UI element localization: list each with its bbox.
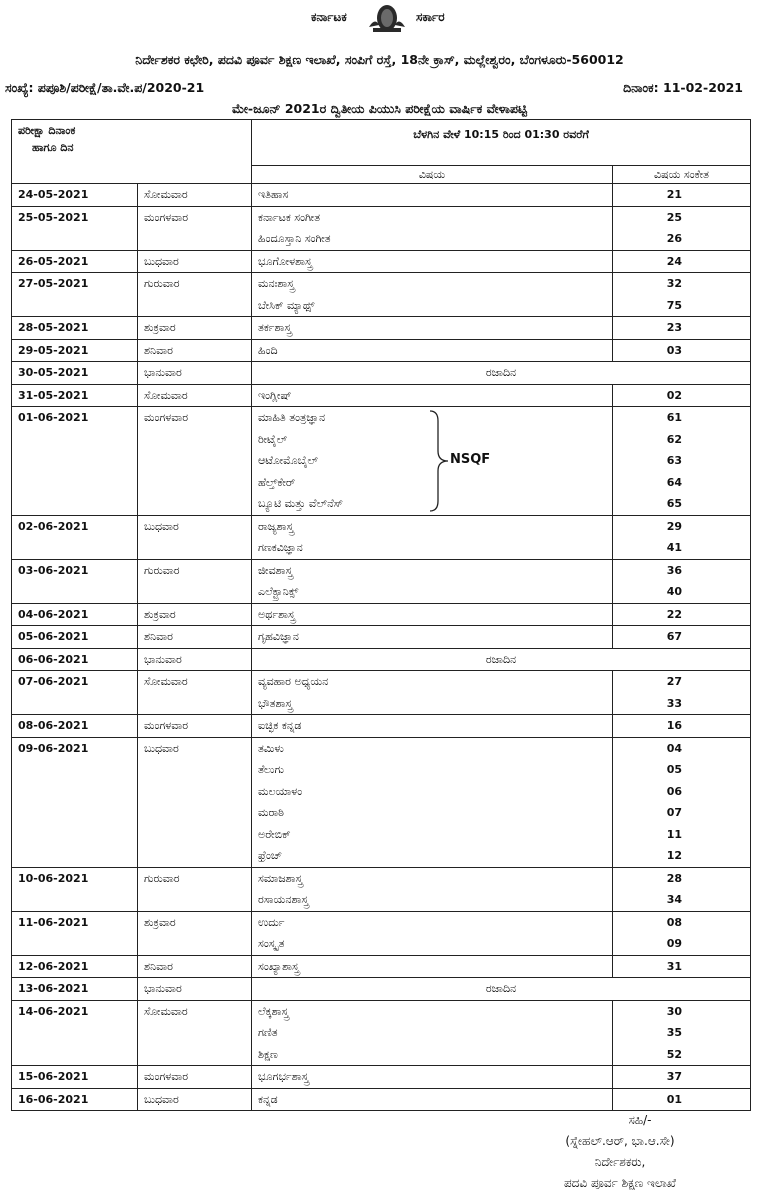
subject-code-cell <box>613 603 751 626</box>
exam-day <box>138 339 252 362</box>
gov-label-left: ಕರ್ನಾಟಕ <box>311 10 347 24</box>
timetable-row <box>12 515 751 559</box>
exam-date <box>12 250 138 273</box>
exam-date <box>12 206 138 250</box>
subject-name: ಇಂಗ್ಲೀಷ್ <box>258 388 292 402</box>
subject-cell <box>252 1000 613 1066</box>
subject-code: 06 <box>666 784 683 798</box>
subject-code: 02 <box>666 388 683 402</box>
timetable-row <box>12 273 751 317</box>
exam-date <box>12 715 138 738</box>
exam-date <box>12 1000 138 1066</box>
exam-day-text: ಶುಕ್ರವಾರ <box>144 321 176 334</box>
exam-date-text: 03-06-2021 <box>18 563 89 577</box>
signed-mark: ಸಹಿ/- <box>628 1113 652 1127</box>
subject-code: 09 <box>666 937 683 950</box>
timetable-row <box>12 1066 751 1089</box>
subject-code-cell <box>613 384 751 407</box>
subject-name: ತಮಿಳು <box>258 741 284 755</box>
exam-day-text: ಗುರುವಾರ <box>144 277 180 290</box>
subject-code: 40 <box>666 585 683 598</box>
signatory-department: ಪದವಿ ಪೂರ್ವ ಶಿಕ್ಷಣ ಇಲಾಖೆ <box>563 1176 677 1190</box>
exam-date-text: 10-06-2021 <box>18 871 89 885</box>
timetable-row <box>12 407 751 516</box>
subject-code: 36 <box>666 563 683 577</box>
subject-code: 11 <box>666 827 683 841</box>
holiday-label: ರಜಾದಿನ <box>252 648 751 671</box>
exam-day <box>138 671 252 715</box>
subject-name: ಬೇಸಿಕ್ ಮ್ಯಾಥ್ಸ್ <box>258 298 315 312</box>
subject-name: ಫ್ರೆಂಚ್ <box>258 849 282 862</box>
exam-date-text: 13-06-2021 <box>18 982 89 995</box>
subject-code: 67 <box>666 630 683 643</box>
exam-date <box>12 184 138 207</box>
subject-name: ಸಂಖ್ಯಾಶಾಸ್ತ್ರ <box>258 959 300 973</box>
timetable-row <box>12 1000 751 1066</box>
subject-code: 03 <box>666 343 683 357</box>
exam-date <box>12 1088 138 1111</box>
subject-code: 27 <box>666 675 683 688</box>
exam-day <box>138 1066 252 1089</box>
holiday-label: ರಜಾದಿನ <box>252 362 751 385</box>
exam-day-text: ಗುರುವಾರ <box>144 871 180 885</box>
subject-code: 26 <box>666 232 683 245</box>
exam-day-text: ಭಾನುವಾರ <box>144 982 182 995</box>
subject-cell <box>252 559 613 603</box>
subject-name: ಕನ್ನಡ <box>258 1092 278 1106</box>
table-header-row <box>12 120 751 166</box>
subject-name: ಮರಾಠಿ <box>258 806 284 819</box>
date-header-line1: ಪರೀಕ್ಷಾ ದಿನಾಂಕ <box>18 124 76 137</box>
exam-date <box>12 339 138 362</box>
exam-date <box>12 648 138 671</box>
subject-code: 62 <box>666 432 683 446</box>
subject-name: ವ್ಯವಹಾರ ಅಧ್ಯಯನ <box>258 675 329 688</box>
exam-day-text: ಶನಿವಾರ <box>144 343 173 357</box>
subject-code: 35 <box>666 1026 683 1039</box>
state-emblem-icon <box>367 3 407 33</box>
exam-day-text: ಸೋಮವಾರ <box>144 1004 188 1018</box>
exam-day-text: ಬುಧವಾರ <box>144 741 179 755</box>
subject-code: 21 <box>666 188 683 201</box>
subject-cell <box>252 384 613 407</box>
date-header-line2: ಹಾಗೂ ದಿನ <box>32 141 74 154</box>
exam-date <box>12 867 138 911</box>
subject-code: 07 <box>666 806 683 819</box>
exam-date-text: 06-06-2021 <box>18 652 89 666</box>
subject-cell <box>252 515 613 559</box>
subject-code-cell <box>613 911 751 955</box>
exam-date <box>12 515 138 559</box>
subject-code-cell <box>613 339 751 362</box>
subject-code-cell <box>613 184 751 207</box>
subject-name: ಮಲಯಾಳಂ <box>258 784 303 798</box>
exam-date <box>12 978 138 1001</box>
exam-day <box>138 911 252 955</box>
holiday-label: ರಜಾದಿನ <box>252 978 751 1001</box>
exam-date-text: 30-05-2021 <box>18 366 89 379</box>
subject-cell <box>252 715 613 738</box>
exam-date <box>12 384 138 407</box>
issue-date: ದಿನಾಂಕ: 11-02-2021 <box>623 80 743 95</box>
exam-date-text: 09-06-2021 <box>18 741 89 755</box>
exam-day <box>138 407 252 516</box>
exam-date-text: 15-06-2021 <box>18 1070 89 1083</box>
subject-code-cell <box>613 250 751 273</box>
subject-code: 05 <box>666 763 683 776</box>
exam-day <box>138 1088 252 1111</box>
subject-code-cell <box>613 1000 751 1066</box>
subject-cell <box>252 1088 613 1111</box>
subject-name: ಜೀವಶಾಸ್ತ್ರ <box>258 563 293 577</box>
exam-date-text: 04-06-2021 <box>18 607 89 621</box>
subject-code: 63 <box>666 454 683 467</box>
exam-day-text: ಬುಧವಾರ <box>144 519 179 533</box>
subject-code-cell <box>613 626 751 649</box>
subject-code: 75 <box>666 298 683 312</box>
exam-day <box>138 273 252 317</box>
subject-code: 34 <box>666 893 683 906</box>
exam-day-text: ಭಾನುವಾರ <box>144 652 182 666</box>
reference-number: ಸಂಖ್ಯೆ: ಪಪೂಶಿ/ಪರೀಕ್ಷೆ/ತಾ.ವೇ.ಪ/2020-21 <box>5 80 205 95</box>
subject-name: ತರ್ಕಶಾಸ್ತ್ರ <box>258 321 292 334</box>
exam-day-text: ಶನಿವಾರ <box>144 959 173 973</box>
subject-cell <box>252 603 613 626</box>
exam-day-text: ಭಾನುವಾರ <box>144 366 182 379</box>
exam-day-text: ಬುಧವಾರ <box>144 1092 179 1106</box>
timetable-row <box>12 339 751 362</box>
subject-code: 12 <box>666 849 683 862</box>
exam-day <box>138 626 252 649</box>
subject-name: ತೆಲುಗು <box>258 763 285 776</box>
subject-name: ಆಟೋಮೊಬೈಲ್ <box>258 454 319 467</box>
exam-day-text: ಸೋಮವಾರ <box>144 675 188 688</box>
exam-date-text: 25-05-2021 <box>18 210 89 224</box>
exam-date-text: 28-05-2021 <box>18 321 89 334</box>
subject-code-cell <box>613 955 751 978</box>
exam-day <box>138 737 252 867</box>
exam-day <box>138 515 252 559</box>
nsqf-group <box>428 409 518 513</box>
subject-cell <box>252 1066 613 1089</box>
subject-code: 04 <box>666 741 683 755</box>
brace-icon <box>428 409 450 513</box>
timetable-row <box>12 206 751 250</box>
exam-date <box>12 626 138 649</box>
exam-date-text: 14-06-2021 <box>18 1004 89 1018</box>
timetable-row <box>12 603 751 626</box>
subject-name: ರೀಟೈಲ್ <box>258 432 288 446</box>
exam-day <box>138 384 252 407</box>
timetable-row <box>12 1088 751 1111</box>
subject-cell <box>252 955 613 978</box>
subject-code: 61 <box>666 411 683 424</box>
timetable-row <box>12 737 751 867</box>
subject-name: ಕರ್ನಾಟಕ ಸಂಗೀತ <box>258 210 321 224</box>
subject-code-cell <box>613 206 751 250</box>
exam-day-text: ಸೋಮವಾರ <box>144 388 188 402</box>
subject-code: 41 <box>666 541 683 554</box>
exam-day <box>138 603 252 626</box>
timetable-row <box>12 911 751 955</box>
subject-code-cell <box>613 867 751 911</box>
subject-name: ಹಿಂದೂಸ್ತಾನಿ ಸಂಗೀತ <box>258 232 331 245</box>
timetable-row <box>12 384 751 407</box>
timetable-row <box>12 626 751 649</box>
subject-name: ಇತಿಹಾಸ <box>258 188 289 201</box>
subject-code: 30 <box>666 1004 683 1018</box>
subject-code-cell <box>613 407 751 516</box>
subject-code: 22 <box>666 607 683 621</box>
timetable-row <box>12 867 751 911</box>
subject-name: ಗೃಹವಿಜ್ಞಾನ <box>258 630 299 643</box>
subject-cell <box>252 317 613 340</box>
exam-date <box>12 955 138 978</box>
subject-name: ಮನಃಶಾಸ್ತ್ರ <box>258 277 295 290</box>
gov-label-right: ಸರ್ಕಾರ <box>416 10 445 24</box>
subject-name: ಭೌತಶಾಸ್ತ್ರ <box>258 696 293 710</box>
exam-date <box>12 317 138 340</box>
exam-day-text: ಮಂಗಳವಾರ <box>144 1070 189 1083</box>
subject-code: 65 <box>666 497 683 510</box>
subject-name: ಹಿಂದಿ <box>258 343 278 357</box>
exam-day <box>138 250 252 273</box>
exam-date-text: 31-05-2021 <box>18 388 89 402</box>
subject-name: ಬ್ಯೂಟಿ ಮತ್ತು ವೆಲ್‌ನೆಸ್ <box>258 497 344 510</box>
subject-code: 25 <box>666 210 683 224</box>
subject-code-cell <box>613 715 751 738</box>
exam-date-text: 02-06-2021 <box>18 519 89 533</box>
exam-day-text: ಮಂಗಳವಾರ <box>144 719 189 732</box>
subject-code-cell <box>613 1088 751 1111</box>
subject-cell <box>252 250 613 273</box>
exam-day <box>138 978 252 1001</box>
timetable-row <box>12 559 751 603</box>
subject-code-cell <box>613 273 751 317</box>
subject-name: ಹೆಲ್ತ್‌ಕೇರ್ <box>258 475 296 489</box>
timetable-row <box>12 317 751 340</box>
timetable-row <box>12 671 751 715</box>
subject-code: 24 <box>666 254 683 268</box>
exam-day-text: ಬುಧವಾರ <box>144 254 179 268</box>
exam-date-text: 07-06-2021 <box>18 675 89 688</box>
exam-day-text: ಶನಿವಾರ <box>144 630 173 643</box>
exam-day <box>138 206 252 250</box>
nsqf-label: NSQF <box>450 452 491 467</box>
subject-cell <box>252 737 613 867</box>
subject-name: ಶಿಕ್ಷಣ <box>258 1047 278 1061</box>
subject-name: ಭೂಗೋಳಶಾಸ್ತ್ರ <box>258 254 313 268</box>
exam-day <box>138 648 252 671</box>
subject-name: ಮಾಹಿತಿ ತಂತ್ರಜ್ಞಾನ <box>258 411 326 424</box>
exam-date <box>12 273 138 317</box>
subject-name: ಗಣಿತ <box>258 1026 278 1039</box>
subject-name: ಸಂಸ್ಕೃತ <box>258 937 285 950</box>
subject-name: ಎಲೆಕ್ಟ್ರಾನಿಕ್ಸ್ <box>258 585 299 598</box>
exam-timetable <box>11 119 751 1111</box>
exam-day <box>138 867 252 911</box>
subject-code-cell <box>613 1066 751 1089</box>
exam-day <box>138 317 252 340</box>
exam-date-text: 11-06-2021 <box>18 915 89 929</box>
exam-date <box>12 603 138 626</box>
timetable-row <box>12 978 751 1001</box>
exam-date-text: 01-06-2021 <box>18 411 89 424</box>
subject-name: ರಾಜ್ಯಶಾಸ್ತ್ರ <box>258 519 294 533</box>
code-header: ವಿಷಯ ಸಂಕೇತ <box>613 166 751 184</box>
subject-name: ಲೆಕ್ಕಶಾಸ್ತ್ರ <box>258 1004 289 1018</box>
exam-date-text: 26-05-2021 <box>18 254 89 268</box>
subject-cell <box>252 184 613 207</box>
exam-date <box>12 671 138 715</box>
exam-day-text: ಸೋಮವಾರ <box>144 188 188 201</box>
subject-name: ರಸಾಯನಶಾಸ್ತ್ರ <box>258 893 309 906</box>
exam-day-text: ಮಂಗಳವಾರ <box>144 411 189 424</box>
subject-header: ವಿಷಯ <box>252 166 613 184</box>
subject-code: 31 <box>666 959 683 973</box>
subject-cell <box>252 671 613 715</box>
subject-cell <box>252 867 613 911</box>
subject-name: ಐಚ್ಛಿಕ ಕನ್ನಡ <box>258 719 302 732</box>
exam-date-text: 12-06-2021 <box>18 959 89 973</box>
office-address: ನಿರ್ದೇಶಕರ ಕಛೇರಿ, ಪದವಿ ಪೂರ್ವ ಶಿಕ್ಷಣ ಇಲಾಖೆ, ಸಂಪಿಗೆ ರಸ್ತೆ, 18ನೇ ಕ್ರಾಸ್, ಮಲ್ಲೇಶ್ವರಂ, ಬೆಂಗಳೂರು-560012 <box>135 52 624 67</box>
exam-day <box>138 1000 252 1066</box>
exam-date <box>12 911 138 955</box>
exam-day <box>138 362 252 385</box>
timetable-row <box>12 715 751 738</box>
exam-day <box>138 184 252 207</box>
exam-day <box>138 715 252 738</box>
exam-day-text: ಗುರುವಾರ <box>144 563 180 577</box>
subject-code-cell <box>613 737 751 867</box>
subject-code-cell <box>613 671 751 715</box>
exam-date-text: 27-05-2021 <box>18 277 89 290</box>
subject-code-cell <box>613 559 751 603</box>
subject-code-cell <box>613 317 751 340</box>
date-day-header <box>12 120 252 184</box>
subject-cell <box>252 339 613 362</box>
exam-day <box>138 955 252 978</box>
timetable-row <box>12 955 751 978</box>
subject-code: 64 <box>666 475 683 489</box>
subject-code: 28 <box>666 871 683 885</box>
exam-day-text: ಶುಕ್ರವಾರ <box>144 915 176 929</box>
subject-code: 33 <box>666 696 683 710</box>
timetable-row <box>12 250 751 273</box>
subject-code: 37 <box>666 1070 683 1083</box>
subject-name: ಗಣಕವಿಜ್ಞಾನ <box>258 541 303 554</box>
subject-cell <box>252 273 613 317</box>
exam-day-text: ಮಂಗಳವಾರ <box>144 210 189 224</box>
subject-code-cell <box>613 515 751 559</box>
signatory-name: (ಸ್ನೇಹಲ್.ಆರ್, ಭಾ.ಆ.ಸೇ) <box>565 1134 675 1148</box>
exam-date-text: 08-06-2021 <box>18 719 89 732</box>
exam-date <box>12 1066 138 1089</box>
timetable-row <box>12 184 751 207</box>
subject-cell <box>252 626 613 649</box>
subject-code: 32 <box>666 277 683 290</box>
timetable-row <box>12 648 751 671</box>
exam-date <box>12 737 138 867</box>
timetable-row <box>12 362 751 385</box>
subject-code: 23 <box>666 321 683 334</box>
subject-name: ಉರ್ದು <box>258 915 285 929</box>
exam-date-text: 29-05-2021 <box>18 343 89 357</box>
subject-code: 08 <box>666 915 683 929</box>
exam-date <box>12 407 138 516</box>
exam-day <box>138 559 252 603</box>
exam-date <box>12 362 138 385</box>
signatory-designation: ನಿರ್ದೇಶಕರು, <box>594 1155 646 1169</box>
subject-code: 01 <box>666 1092 683 1106</box>
exam-day-text: ಶುಕ್ರವಾರ <box>144 607 176 621</box>
subject-code: 16 <box>666 719 683 732</box>
subject-code: 52 <box>666 1047 683 1061</box>
subject-name: ಅರೇಬಿಕ್ <box>258 827 291 841</box>
signature-block <box>520 1110 720 1194</box>
subject-cell <box>252 407 613 516</box>
subject-name: ಭೂಗರ್ಭಶಾಸ್ತ್ರ <box>258 1070 309 1083</box>
subject-cell <box>252 206 613 250</box>
session-time: ಬೆಳಗಿನ ವೇಳೆ 10:15 ರಿಂದ 01:30 ರವರೆಗೆ <box>252 120 751 166</box>
exam-date-text: 05-06-2021 <box>18 630 89 643</box>
subject-name: ಅರ್ಥಶಾಸ್ತ್ರ <box>258 607 296 621</box>
exam-date <box>12 559 138 603</box>
exam-date-text: 16-06-2021 <box>18 1092 89 1106</box>
exam-date-text: 24-05-2021 <box>18 188 89 201</box>
subject-name: ಸಮಾಜಶಾಸ್ತ್ರ <box>258 871 303 885</box>
document-title: ಮೇ-ಜೂನ್ 2021ರ ದ್ವಿತೀಯ ಪಿಯುಸಿ ಪರೀಕ್ಷೆಯ ವಾರ್ಷಿಕ ವೇಳಾಪಟ್ಟಿ <box>231 101 528 116</box>
subject-code: 29 <box>666 519 683 533</box>
subject-cell <box>252 911 613 955</box>
